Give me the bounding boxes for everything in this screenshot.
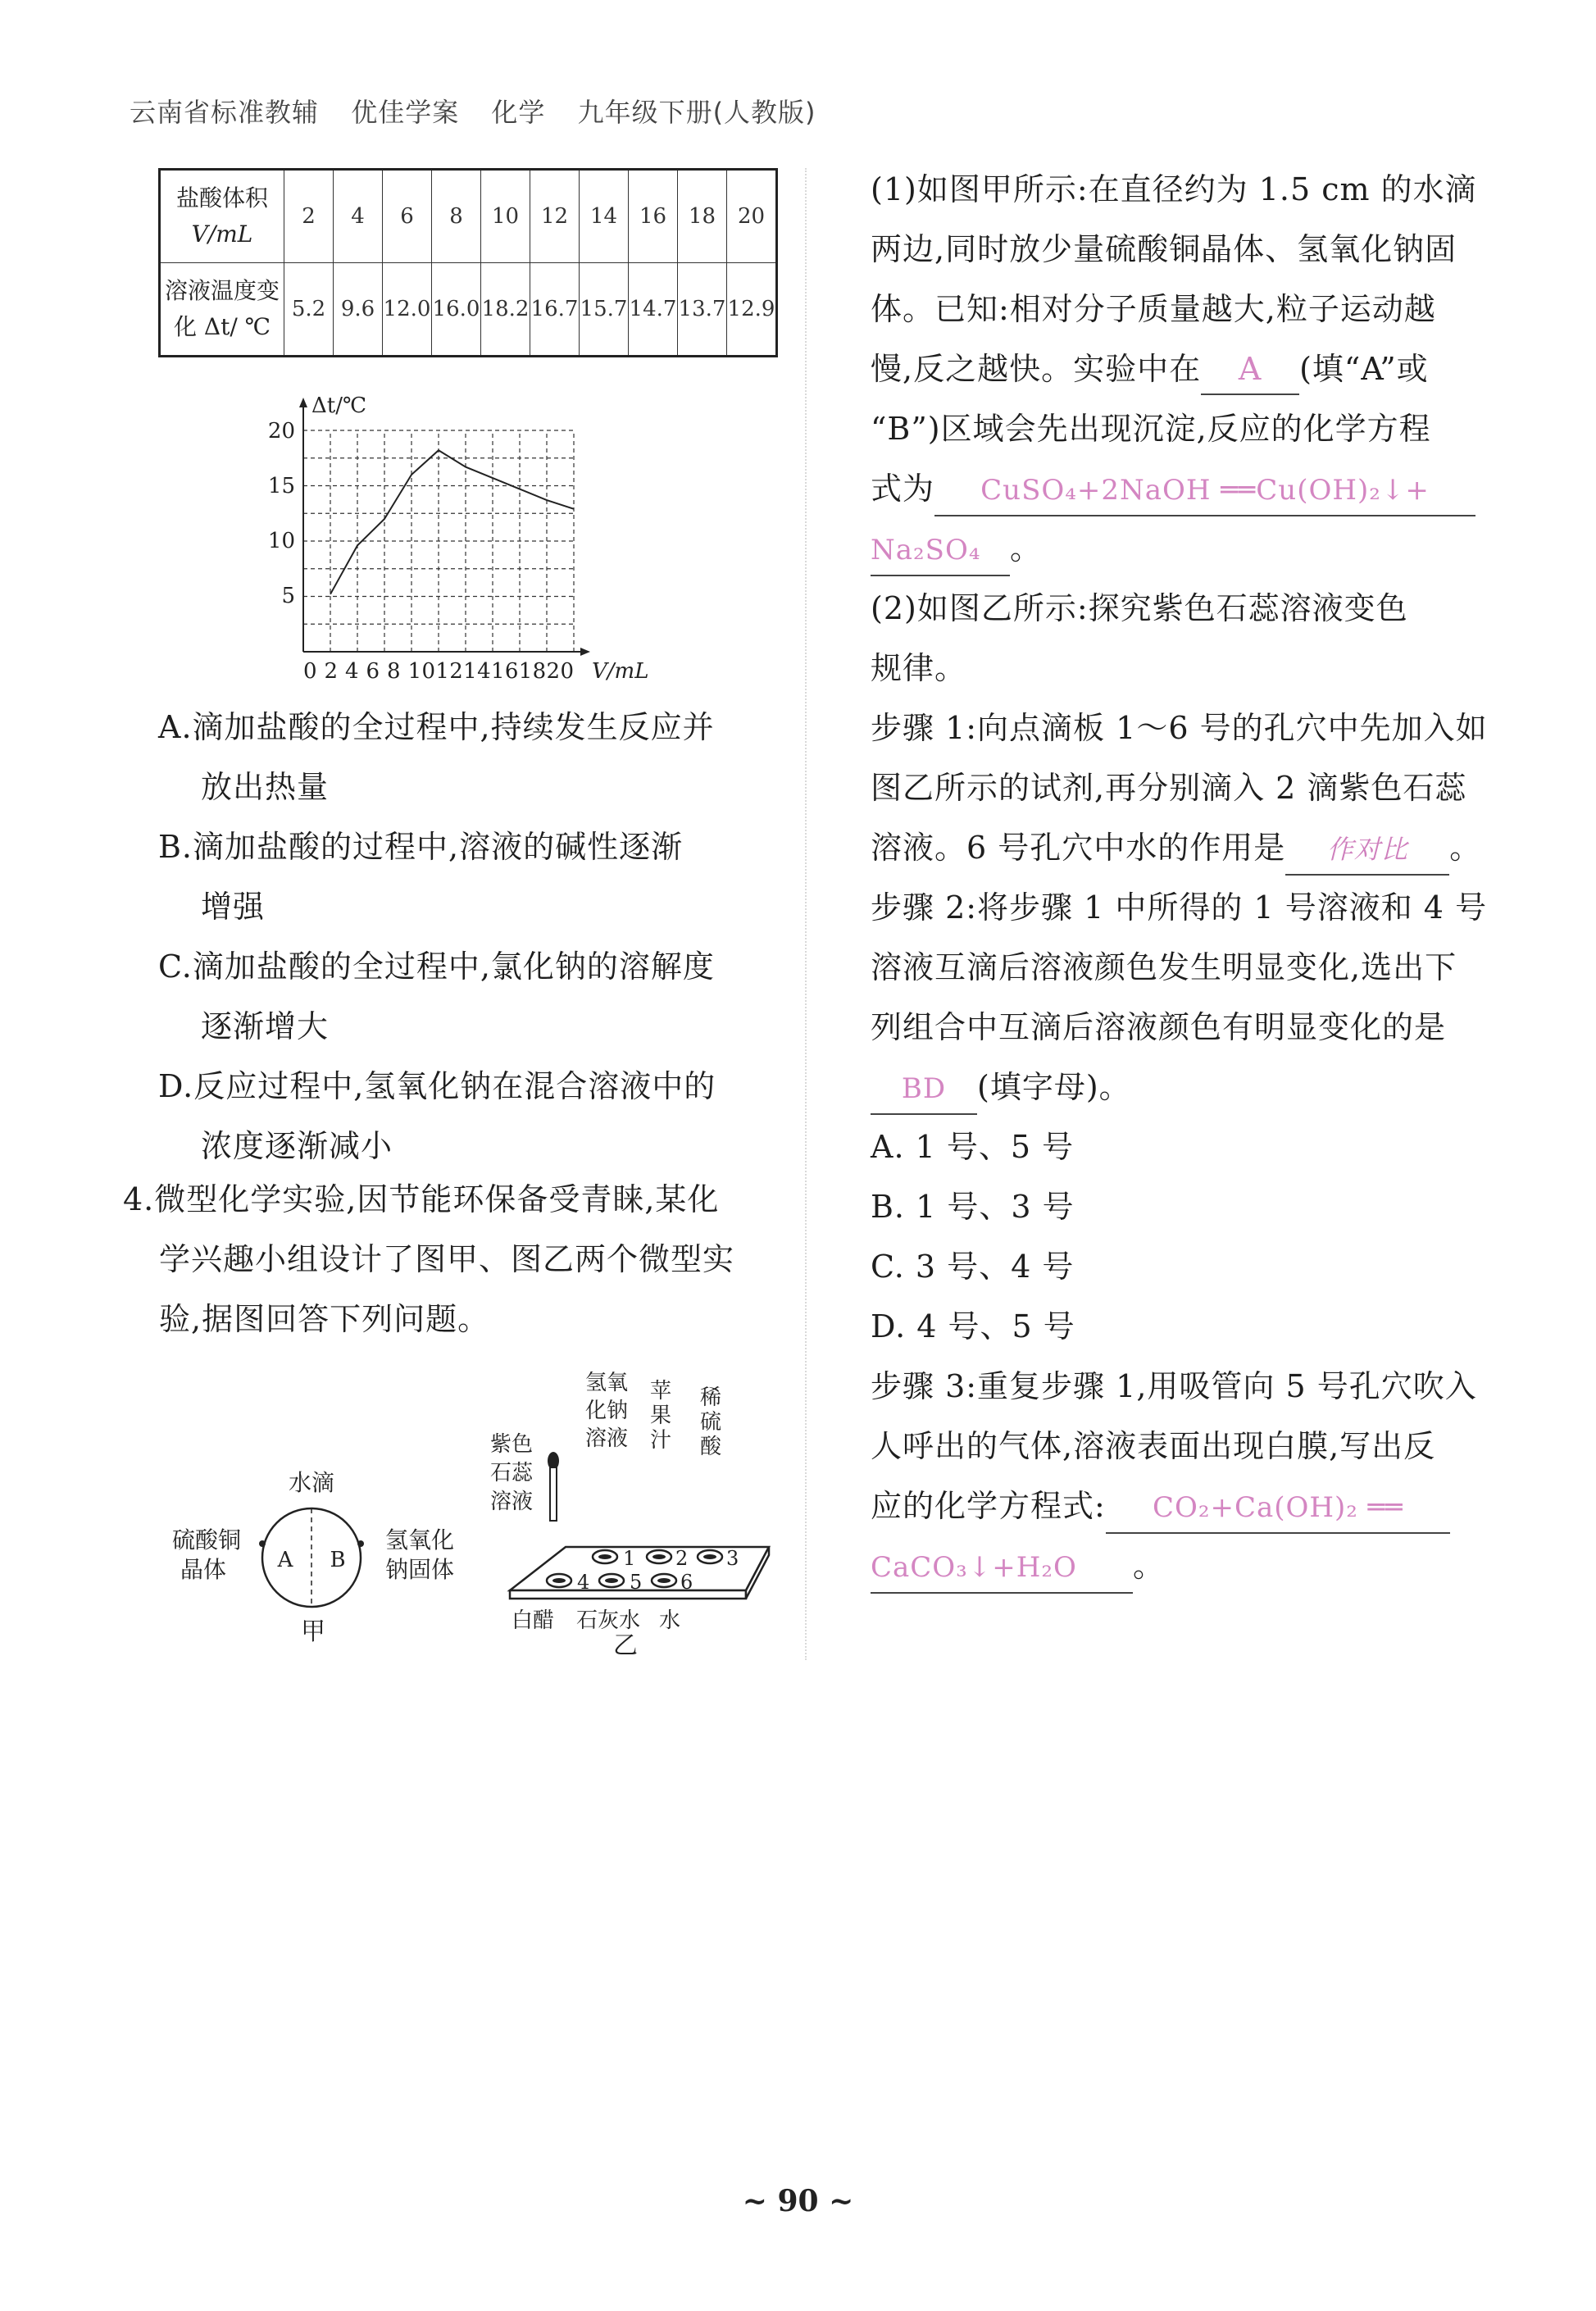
header-series: 优佳学案 [351, 97, 460, 128]
y-tick-label: 20 [267, 419, 295, 444]
question-4: 4.微型化学实验,因节能环保备受青睐,某化 学兴趣小组设计了图甲、图乙两个微型实 验,据图回答下列问题。 [123, 1181, 735, 1337]
table-cell: 16.0 [432, 263, 481, 357]
x-axis-arrow [580, 648, 590, 656]
text-line: 慢,反之越快。实验中在 A (填“A”或 [871, 339, 1494, 399]
dropper-tube [550, 1467, 557, 1521]
table-cell: 20 [727, 170, 777, 263]
answer-equation-1a[interactable]: CuSO₄+2NaOH ══Cu(OH)₂↓+ [934, 466, 1476, 516]
reagent-label: 汁 [649, 1428, 672, 1453]
text-line: 溶液。6 号孔穴中水的作用是 作对比 。 [871, 818, 1494, 878]
text-line: 人呼出的气体,溶液表面出现白膜,写出反 [871, 1428, 1436, 1464]
text-line: (2)如图乙所示:探究紫色石蕊溶液变色 [871, 590, 1408, 626]
data-table [158, 168, 778, 357]
copper-sulfate-label: 晶体 [180, 1556, 227, 1583]
y-axis-arrow [299, 398, 307, 407]
figure-caption-yi: 乙 [613, 1631, 638, 1660]
right-column [871, 160, 1494, 1596]
figure-yi [475, 1365, 787, 1660]
text-line: 式为 CuSO₄+2NaOH ══Cu(OH)₂↓+ [871, 459, 1494, 519]
reagent-label: 白醋 [511, 1608, 555, 1633]
running-header [130, 92, 839, 130]
answer-blank-3[interactable]: BD [871, 1064, 977, 1115]
reagent-label: 水 [658, 1608, 681, 1633]
reagent-label: 溶液 [584, 1426, 629, 1451]
text-line: 体。已知:相对分子质量越大,粒子运动越 [871, 291, 1436, 327]
dropper-label: 石蕊 [489, 1461, 534, 1485]
answer-equation-1b[interactable]: Na₂SO₄ [871, 525, 1010, 576]
table-cell: 16.7 [530, 263, 580, 357]
table-cell: 12 [530, 170, 580, 263]
table-cell: 18.2 [481, 263, 530, 357]
reagent-label: 化钠 [584, 1399, 629, 1423]
reagent-label: 酸 [699, 1435, 722, 1459]
y-axis-label: Δt/℃ [311, 394, 367, 418]
table-cell: 18 [678, 170, 727, 263]
table-cell: 14.7 [629, 263, 678, 357]
temperature-chart [262, 389, 672, 693]
well-number: 3 [726, 1547, 739, 1570]
reagent-label: 苹 [649, 1379, 672, 1403]
table-cell: 8 [432, 170, 481, 263]
figure-caption-jia: 甲 [301, 1617, 325, 1646]
option-a: A.滴加盐酸的全过程中,持续发生反应并 放出热量 [158, 709, 715, 805]
text-line: 溶液互滴后溶液颜色发生明显变化,选出下 [871, 949, 1457, 985]
option-c: C.滴加盐酸的全过程中,氯化钠的溶解度 逐渐增大 [158, 949, 715, 1044]
dropper-label: 溶液 [489, 1490, 534, 1514]
water-drop-label: 水滴 [288, 1469, 335, 1496]
table-row [160, 170, 777, 263]
reagent-label: 石灰水 [575, 1608, 641, 1633]
reagent-label: 氢氧 [584, 1371, 629, 1395]
text-line: 图乙所示的试剂,再分别滴入 2 滴紫色石蕊 [871, 770, 1467, 806]
text-line: 应的化学方程式: CO₂+Ca(OH)₂ ══ [871, 1476, 1494, 1536]
figure-jia [164, 1467, 475, 1656]
table-cell: 13.7 [678, 263, 727, 357]
option-b: B.滴加盐酸的过程中,溶液的碱性逐渐 增强 [158, 829, 684, 925]
y-tick-label: 5 [281, 584, 295, 608]
table-cell: 6 [383, 170, 432, 263]
table-cell: 14 [580, 170, 629, 263]
table-cell: 5.2 [284, 263, 334, 357]
table-cell: 15.7 [580, 263, 629, 357]
y-tick-label: 15 [267, 474, 295, 498]
well-number: 2 [675, 1547, 689, 1570]
reagent-label: 稀 [699, 1385, 722, 1410]
right-dot [357, 1540, 364, 1547]
x-tick-labels: 0 2 4 6 8 101214161820 [303, 659, 574, 684]
choice-a: A. 1 号、5 号 [871, 1129, 1075, 1165]
reagent-label: 硫 [699, 1410, 722, 1435]
text-line: 步骤 3:重复步骤 1,用吸管向 5 号孔穴吹入 [871, 1368, 1477, 1404]
header-subject: 化学 [491, 97, 546, 128]
table-cell: 4 [334, 170, 383, 263]
question-number: 4. [123, 1181, 155, 1217]
page-number: ~ 90 ~ [742, 2184, 854, 2218]
answer-equation-2a[interactable]: CO₂+Ca(OH)₂ ══ [1106, 1483, 1450, 1534]
text-line: 规律。 [871, 650, 967, 686]
table-cell: 16 [629, 170, 678, 263]
text-line: “B”)区域会先出现沉淀,反应的化学方程 [871, 411, 1431, 447]
text-line: CaCO₃↓+H₂O 。 [871, 1536, 1494, 1596]
left-dot [259, 1540, 266, 1547]
table-cell: 2 [284, 170, 334, 263]
naoh-label: 钠固体 [384, 1556, 455, 1583]
header-book: 云南省标准教辅 [130, 97, 320, 128]
column-divider [805, 168, 807, 1660]
temperature-series-line [330, 450, 574, 594]
text-line: 步骤 1:向点滴板 1～6 号的孔穴中先加入如 [871, 710, 1488, 746]
text-line: 列组合中互滴后溶液颜色有明显变化的是 [871, 1009, 1447, 1045]
table-row [160, 263, 777, 357]
text-line: Na₂SO₄ 。 [871, 519, 1494, 579]
well-number: 6 [680, 1571, 693, 1594]
answer-blank-1[interactable]: A [1201, 344, 1299, 395]
table-cell: 10 [481, 170, 530, 263]
q3-options [158, 698, 781, 1176]
naoh-label: 氢氧化 [384, 1526, 455, 1554]
dropper-label: 紫色 [489, 1432, 534, 1457]
table-header-volume: 盐酸体积 V/mL [160, 170, 284, 263]
copper-sulfate-label: 硫酸铜 [171, 1526, 242, 1554]
well-number: 5 [630, 1571, 643, 1594]
choice-d: D. 4 号、5 号 [871, 1308, 1075, 1344]
region-a: A [277, 1548, 293, 1572]
text-line: 两边,同时放少量硫酸铜晶体、氢氧化钠固 [871, 231, 1457, 267]
table-header-temp: 溶液温度变 化 Δt/ ℃ [160, 263, 284, 357]
x-axis-label: V/mL [592, 659, 649, 684]
choice-c: C. 3 号、4 号 [871, 1249, 1075, 1285]
header-grade: 九年级下册(人教版) [577, 97, 816, 128]
table-cell: 9.6 [334, 263, 383, 357]
spot-plate-front [510, 1590, 746, 1599]
region-b: B [330, 1548, 346, 1572]
text-line: 步骤 2:将步骤 1 中所得的 1 号溶液和 4 号 [871, 889, 1488, 926]
table-cell: 12.9 [727, 263, 777, 357]
text-line: (1)如图甲所示:在直径约为 1.5 cm 的水滴 [871, 171, 1477, 207]
well-number: 1 [623, 1547, 636, 1570]
choice-b: B. 1 号、3 号 [871, 1189, 1075, 1225]
option-d: D.反应过程中,氢氧化钠在混合溶液中的 浓度逐渐减小 [158, 1068, 716, 1164]
answer-equation-2b[interactable]: CaCO₃↓+H₂O [871, 1543, 1133, 1594]
table-cell: 12.0 [383, 263, 432, 357]
reagent-label: 果 [649, 1403, 672, 1428]
text-line: BD (填字母)。 [871, 1058, 1494, 1117]
y-tick-label: 10 [267, 529, 295, 553]
answer-blank-2[interactable]: 作对比 [1285, 825, 1449, 876]
chart-grid [303, 430, 574, 652]
well-number: 4 [577, 1571, 590, 1594]
